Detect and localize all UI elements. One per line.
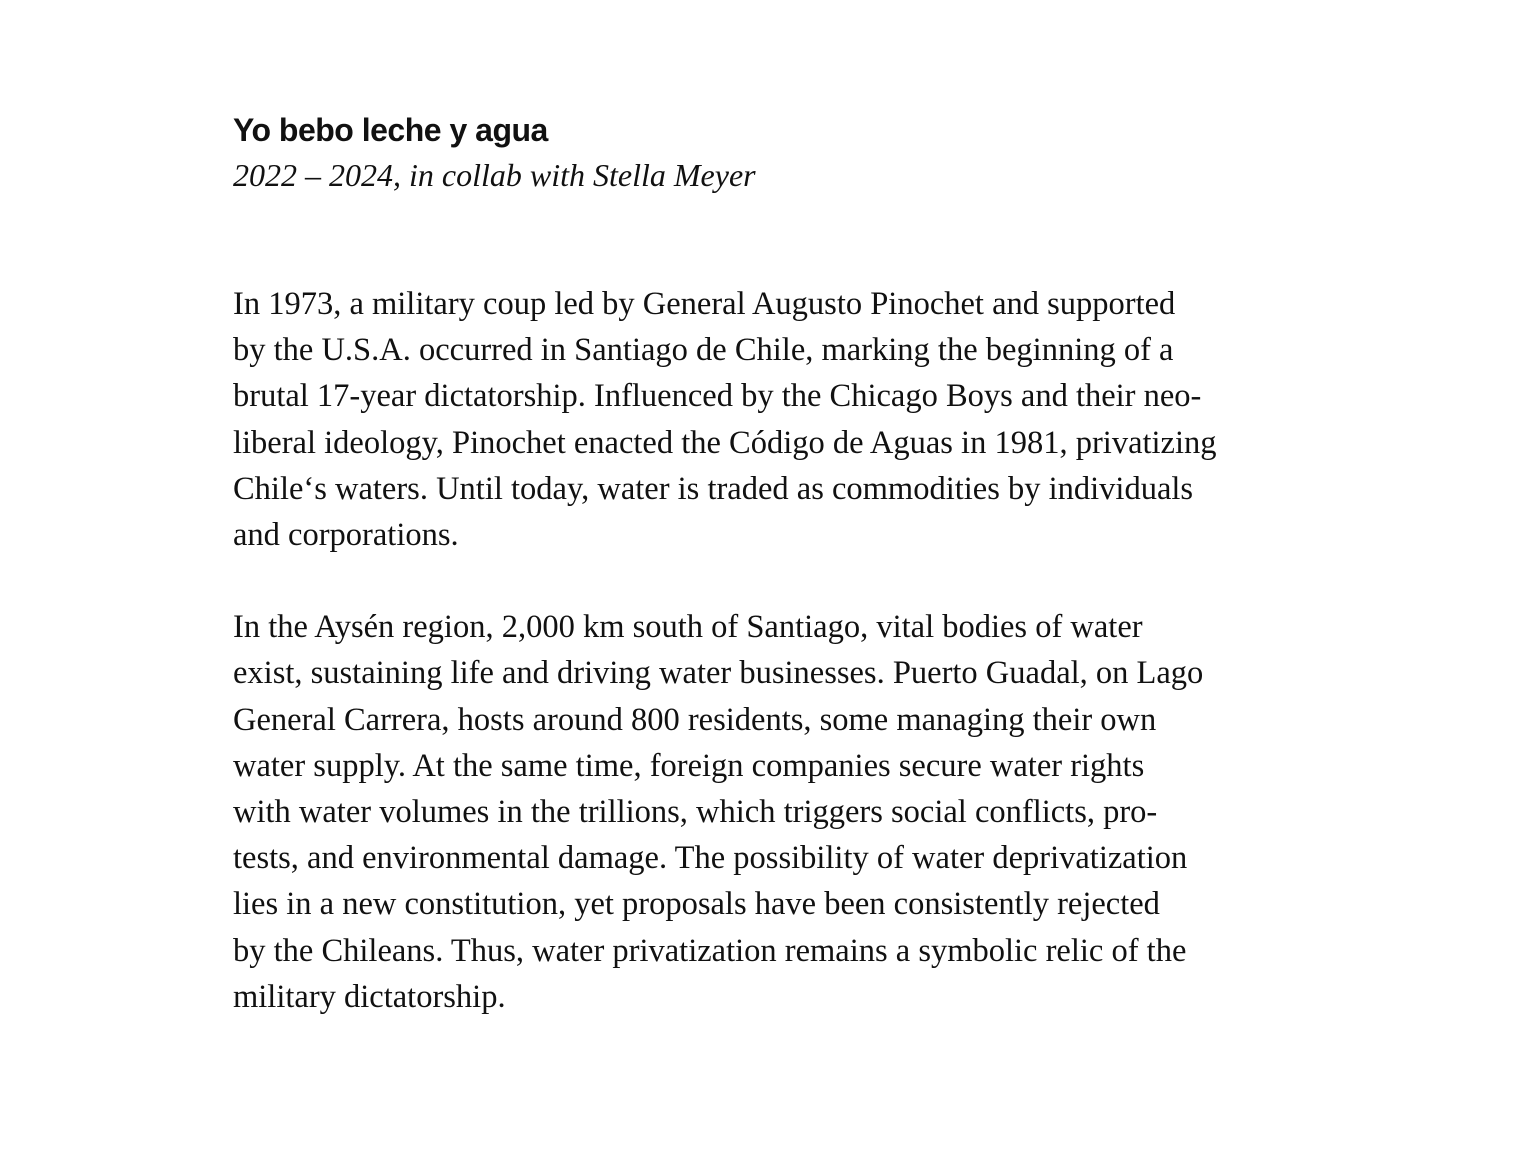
paragraph-aysen-region: In the Aysén region, 2,000 km south of Santiago, vital bodies of water exist, sustaining life and driving water businesses. Puerto Guadal, on Lago General Carrera, hosts around 800 residents, some managing their own water supply. At the same time, foreign companies secure water rights with water volumes in the trillions, which triggers social conflicts, pro- tests, and environmental damage. The possibility of water deprivatization lies in a new constitution, yet proposals have been consistently rejected by the Chileans. Thus, water privatization remains a symbolic relic of the military dictatorship. — [233, 609, 1204, 1015]
project-title: Yo bebo leche y agua — [233, 112, 548, 148]
project-subtitle: 2022 – 2024, in collab with Stella Meyer — [233, 157, 756, 193]
paragraph-history: In 1973, a military coup led by General Augusto Pinochet and supported by the U.S.A. occurred in Santiago de Chile, marking the beginning of a brutal 17-year dictatorship. Influenced by the Chicago Boys and their neo- liberal ideology, Pinochet enacted the Código de Aguas in 1981, privatizing Chile‘s waters. Until today, water is traded as commodities by individuals and corporations. — [233, 286, 1217, 554]
project-description — [233, 281, 1323, 1020]
project-text-page — [233, 108, 1323, 1020]
